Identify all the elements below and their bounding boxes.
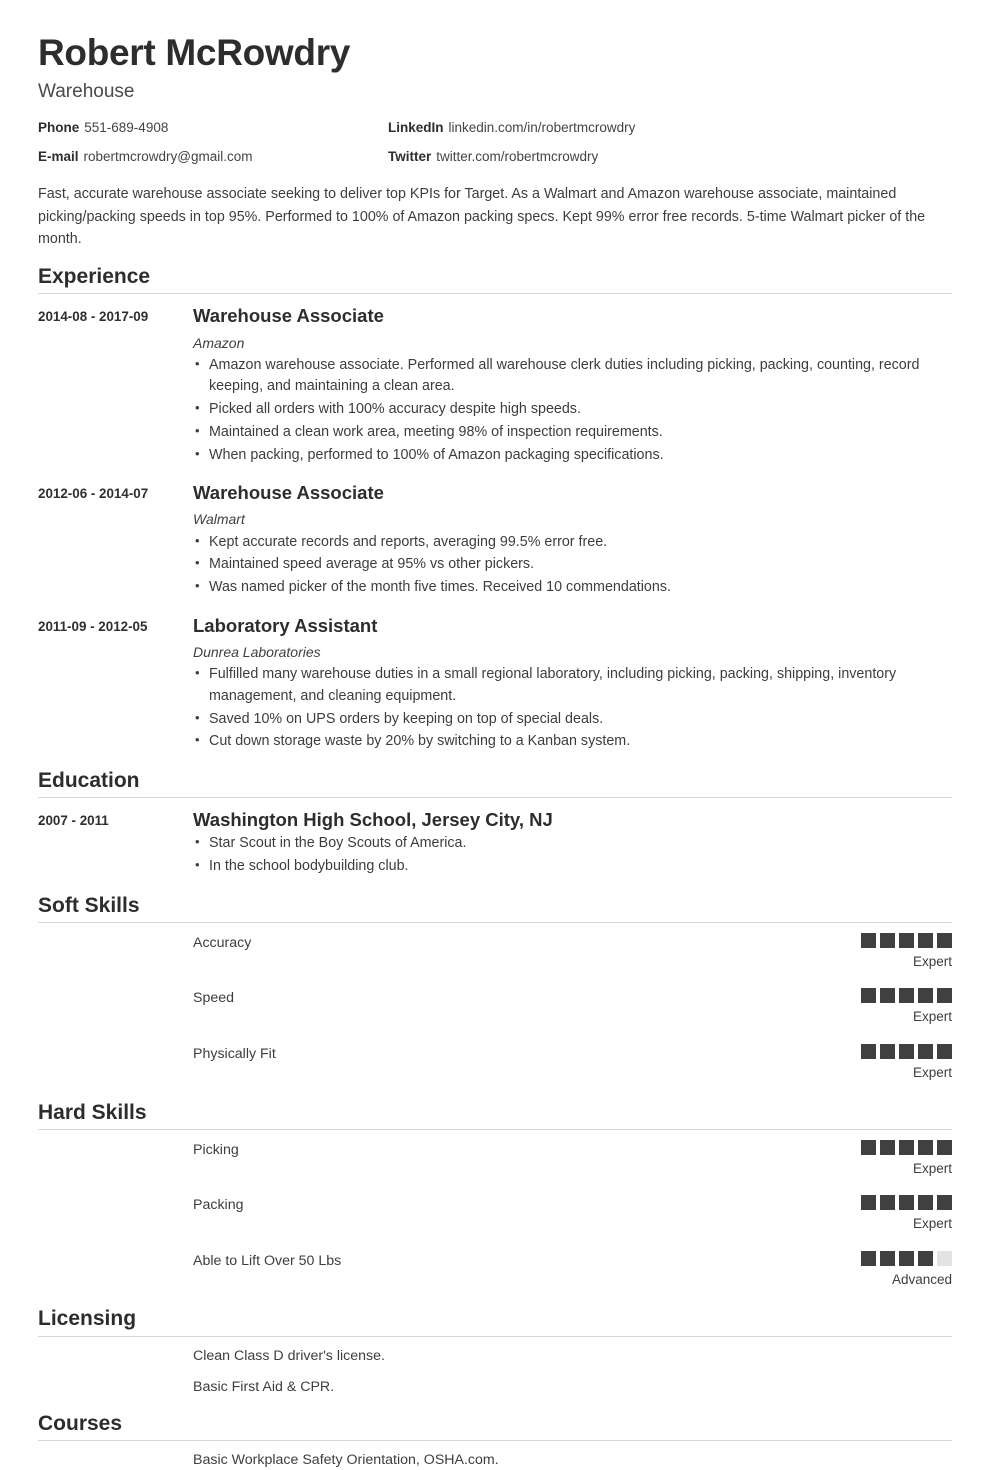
experience-date: 2014-08 - 2017-09 <box>38 309 149 325</box>
experience-organization: Dunrea Laboratories <box>193 643 321 660</box>
experience-bullet-list <box>193 664 952 753</box>
soft-skill-rating <box>852 1044 952 1082</box>
rating-square <box>918 933 933 948</box>
contact-twitter <box>388 148 952 166</box>
soft-skill-level-label: Expert <box>912 953 952 969</box>
hard-skill-row <box>38 1251 952 1289</box>
experience-bullet: • Picked all orders with 100% accuracy despite high speeds. <box>193 399 952 421</box>
experience-bullet: • Amazon warehouse associate. Performed all warehouse clerk duties including picking, packing, counting, record keeping, and maintaining a clean area. <box>193 355 952 398</box>
education-bullet: • Star Scout in the Boy Scouts of America. <box>193 833 952 855</box>
section-experience <box>38 264 952 754</box>
experience-organization: Walmart <box>193 511 245 528</box>
contact-email <box>38 148 388 166</box>
experience-bullet: • Cut down storage waste by 20% by switching to a Kanban system. <box>193 731 952 753</box>
rating-square <box>880 1251 895 1266</box>
candidate-job-title: Warehouse <box>38 80 135 102</box>
hard-skill-rating <box>852 1251 952 1289</box>
experience-bullet: • Was named picker of the month five times. Received 10 commendations. <box>193 577 952 599</box>
rating-square <box>918 1195 933 1210</box>
contact-label: Twitter <box>388 148 432 164</box>
rating-square <box>899 1195 914 1210</box>
rating-square <box>861 1044 876 1059</box>
experience-organization: Amazon <box>193 334 245 351</box>
section-divider <box>38 293 952 294</box>
contact-value[interactable]: 551-689-4908 <box>84 120 169 136</box>
experience-entry <box>38 304 952 467</box>
experience-entries <box>38 304 952 754</box>
section-divider <box>38 1129 952 1130</box>
spacer <box>38 1347 193 1366</box>
hard-skill-name: Able to Lift Over 50 Lbs <box>193 1252 342 1269</box>
contact-value[interactable]: twitter.com/robertmcrowdry <box>436 148 599 164</box>
experience-bullet: • Maintained a clean work area, meeting 98% of inspection requirements. <box>193 422 952 444</box>
contact-linkedin <box>388 119 952 137</box>
hard-skill-rating <box>852 1140 952 1178</box>
soft-skill-level-label: Expert <box>912 1009 952 1025</box>
licensing-items <box>38 1347 952 1397</box>
spacer <box>38 1451 193 1470</box>
rating-square <box>899 933 914 948</box>
experience-role: Laboratory Assistant <box>193 614 378 636</box>
soft-skill-rows <box>38 933 952 1082</box>
hard-skill-level-squares <box>852 1195 952 1210</box>
rating-square <box>937 1251 952 1266</box>
experience-entry <box>38 481 952 599</box>
hard-skill-level-label: Expert <box>912 1160 952 1176</box>
hard-skill-name: Picking <box>193 1141 239 1158</box>
section-education <box>38 768 952 879</box>
section-hard-skills <box>38 1100 952 1289</box>
contact-label: Phone <box>38 120 80 136</box>
rating-square <box>918 1140 933 1155</box>
experience-bullet: • Fulfilled many warehouse duties in a small regional laboratory, including picking, packing, shipping, inventory management, and cleaning equipment. <box>193 664 952 707</box>
hard-skill-row <box>38 1195 952 1233</box>
rating-square <box>861 1195 876 1210</box>
section-licensing <box>38 1306 952 1397</box>
soft-skill-row <box>38 988 952 1026</box>
hard-skill-rows <box>38 1140 952 1289</box>
soft-skill-rating <box>852 933 952 971</box>
course-item-text: Basic Workplace Safety Orientation, OSHA.com. <box>193 1452 499 1469</box>
rating-square <box>880 933 895 948</box>
rating-square <box>880 1195 895 1210</box>
rating-square <box>861 988 876 1003</box>
licensing-item-text: Clean Class D driver's license. <box>193 1347 385 1364</box>
hard-skill-name: Packing <box>193 1197 244 1214</box>
soft-skill-name: Speed <box>193 990 235 1007</box>
experience-body <box>193 481 952 599</box>
licensing-item-row <box>38 1347 952 1366</box>
education-role: Washington High School, Jersey City, NJ <box>193 809 553 831</box>
soft-skill-rating <box>852 988 952 1026</box>
education-entry <box>38 808 952 879</box>
rating-square <box>861 1251 876 1266</box>
section-courses <box>38 1411 952 1470</box>
experience-body <box>193 304 952 467</box>
section-title-soft-skills: Soft Skills <box>38 893 140 917</box>
rating-square <box>937 1044 952 1059</box>
rating-square <box>899 1140 914 1155</box>
education-bullet-list <box>193 833 952 877</box>
education-bullet: • In the school bodybuilding club. <box>193 856 952 878</box>
experience-entry <box>38 614 952 754</box>
rating-square <box>937 933 952 948</box>
section-title-licensing: Licensing <box>38 1307 137 1331</box>
section-soft-skills <box>38 893 952 1082</box>
rating-square <box>880 1044 895 1059</box>
education-date: 2007 - 2011 <box>38 813 109 829</box>
rating-square <box>899 1251 914 1266</box>
soft-skill-level-squares <box>852 1044 952 1059</box>
soft-skill-level-label: Expert <box>912 1064 952 1080</box>
course-item-row <box>38 1451 952 1470</box>
education-body <box>193 808 952 879</box>
rating-square <box>880 988 895 1003</box>
candidate-name: Robert McRowdry <box>38 32 351 73</box>
rating-square <box>861 933 876 948</box>
experience-body <box>193 614 952 754</box>
hard-skill-level-squares <box>852 1251 952 1266</box>
soft-skill-row <box>38 1044 952 1082</box>
rating-square <box>918 1251 933 1266</box>
section-title-hard-skills: Hard Skills <box>38 1100 147 1124</box>
licensing-item-text: Basic First Aid & CPR. <box>193 1378 335 1395</box>
soft-skill-name: Physically Fit <box>193 1045 276 1062</box>
soft-skill-level-squares <box>852 988 952 1003</box>
contact-label: LinkedIn <box>388 120 444 136</box>
experience-role: Warehouse Associate <box>193 482 384 504</box>
rating-square <box>899 988 914 1003</box>
hard-skill-level-label: Advanced <box>891 1271 952 1287</box>
rating-square <box>918 988 933 1003</box>
contact-value[interactable]: robertmcrowdry@gmail.com <box>83 148 253 164</box>
contact-label: E-mail <box>38 148 79 164</box>
spacer <box>38 1378 193 1397</box>
section-divider <box>38 797 952 798</box>
experience-bullet: • Kept accurate records and reports, averaging 99.5% error free. <box>193 532 952 554</box>
experience-bullet: • Saved 10% on UPS orders by keeping on top of special deals. <box>193 709 952 731</box>
soft-skill-row <box>38 933 952 971</box>
section-title-courses: Courses <box>38 1411 123 1435</box>
section-title-experience: Experience <box>38 265 151 289</box>
experience-bullet: • Maintained speed average at 95% vs other pickers. <box>193 554 952 576</box>
rating-square <box>937 1140 952 1155</box>
experience-date: 2012-06 - 2014-07 <box>38 486 149 502</box>
rating-square <box>880 1140 895 1155</box>
experience-bullet-list <box>193 355 952 467</box>
contact-value[interactable]: linkedin.com/in/robertmcrowdry <box>448 120 636 136</box>
section-divider <box>38 1440 952 1441</box>
rating-square <box>861 1140 876 1155</box>
resume-header <box>38 0 952 103</box>
hard-skill-rating <box>852 1195 952 1233</box>
rating-square <box>899 1044 914 1059</box>
rating-square <box>937 1195 952 1210</box>
experience-date: 2011-09 - 2012-05 <box>38 618 148 634</box>
courses-items <box>38 1451 952 1470</box>
hard-skill-level-squares <box>852 1140 952 1155</box>
experience-bullet: • When packing, performed to 100% of Amazon packaging specifications. <box>193 445 952 467</box>
section-divider <box>38 922 952 923</box>
experience-role: Warehouse Associate <box>193 305 384 327</box>
experience-bullet-list <box>193 532 952 599</box>
contact-details <box>38 119 952 165</box>
contact-phone <box>38 119 388 137</box>
soft-skill-level-squares <box>852 933 952 948</box>
rating-square <box>918 1044 933 1059</box>
education-entries <box>38 808 952 879</box>
licensing-item-row <box>38 1378 952 1397</box>
professional-summary: Fast, accurate warehouse associate seeking to deliver top KPIs for Target. As a Walmart and Amazon warehouse associate, maintained picking/packing speeds in top 95%. Performed to 100% of Amazon packing specs. Kept 99% error free records. 5-time Walmart picker of the month. <box>38 186 926 247</box>
rating-square <box>937 988 952 1003</box>
section-divider <box>38 1336 952 1337</box>
soft-skill-name: Accuracy <box>193 934 252 951</box>
section-title-education: Education <box>38 768 140 792</box>
hard-skill-level-label: Expert <box>912 1216 952 1232</box>
hard-skill-row <box>38 1140 952 1178</box>
